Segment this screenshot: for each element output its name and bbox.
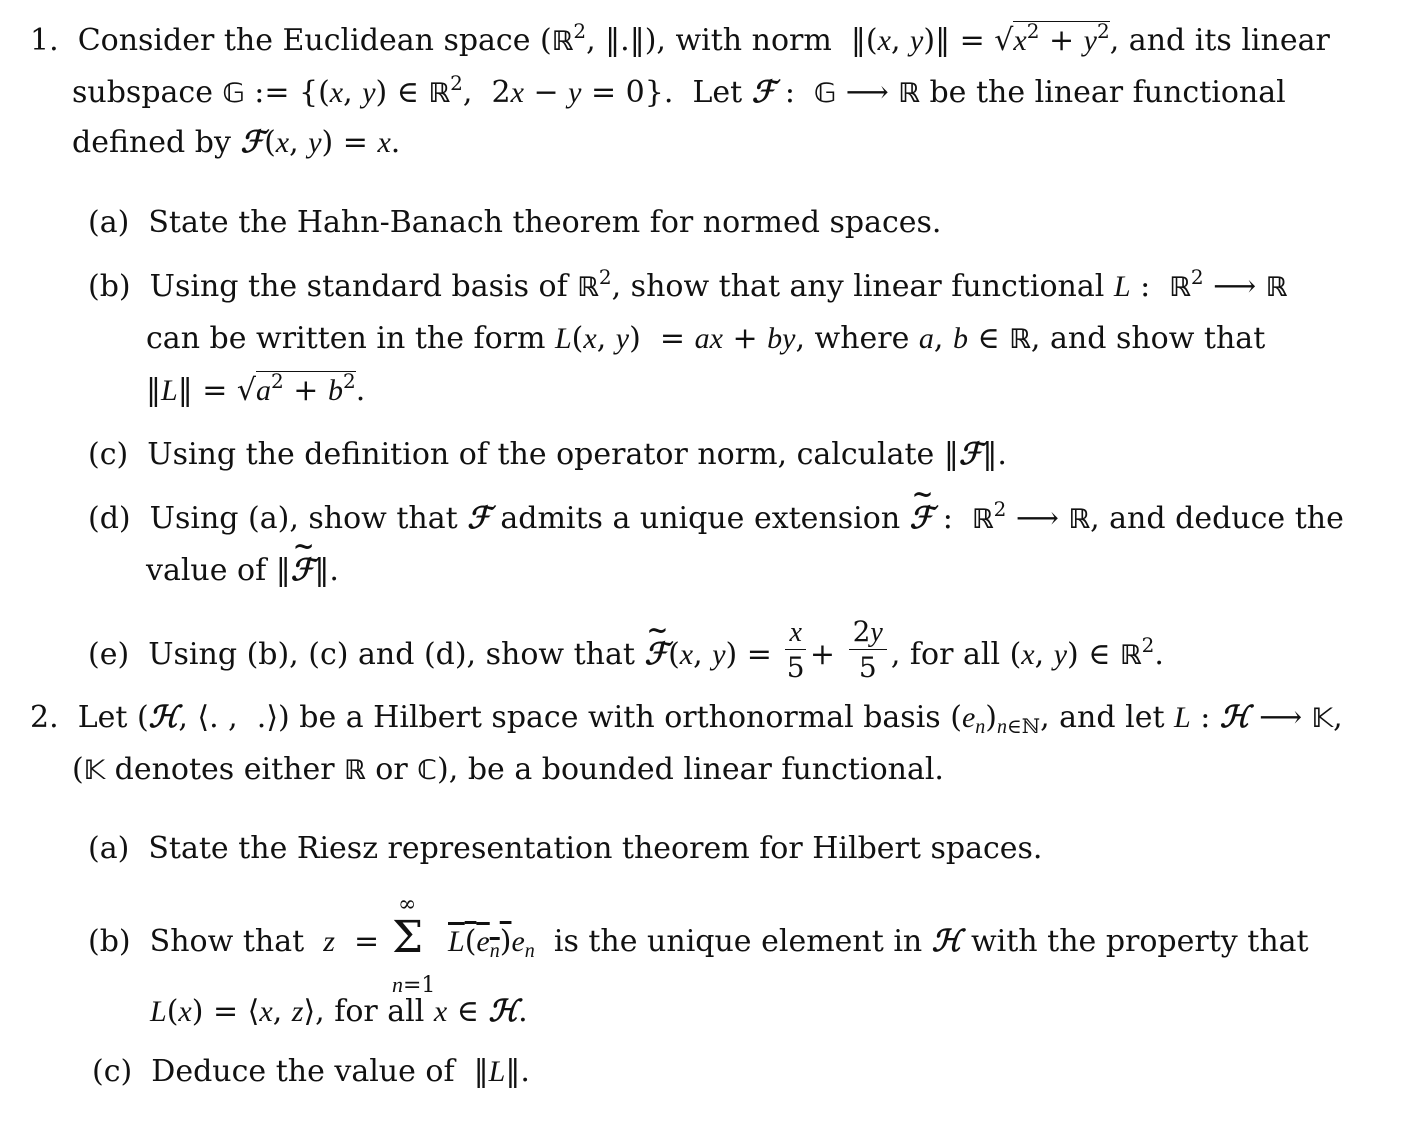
- sum-upper-limit: ∞: [398, 892, 417, 917]
- p1-part-e: (e) Using (b), (c) and (d), show that ~ ℱ(x, y) = $\frac{x}{5}$ + $\frac{2y}{5}$ , for all (x, y) ∈ ℝ$^2$.: [88, 604, 1164, 668]
- p2-part-b-line-1-cont: $L(e_n)e_n$ is the unique element in ℋ with the property that: [448, 924, 1309, 962]
- summation-symbol: Σ: [392, 912, 424, 963]
- p1-part-b-line-3: ‖L‖ = $√a^2 + b^2$.: [146, 369, 366, 408]
- p1-part-a: (a) State the Hahn-Banach theorem for normed spaces.: [88, 205, 942, 240]
- p1-intro-line-3: defined by ℱ(x, y) = x.: [72, 125, 401, 160]
- p2-part-c: (c) Deduce the value of ‖L‖.: [92, 1054, 530, 1089]
- p1-part-c: (c) Using the definition of the operator norm, calculate ‖ℱ‖.: [88, 437, 1007, 472]
- p2-part-b-line-1: (b) Show that z =: [88, 924, 380, 959]
- p1-part-d-line-1: (d) Using (a), show that ℱ admits a unique extension ~ ℱ : ℝ$^2$ ⟶ ℝ, and deduce the: [88, 504, 1344, 534]
- p1-part-b-line-1: (b) Using the standard basis of ℝ$^2$, show that any linear functional L : ℝ$^2$ ⟶ ℝ: [88, 265, 1288, 304]
- p1-intro-line-1: 1. Consider the Euclidean space (ℝ$^2$, ‖.‖), with norm ‖(x, y)‖ = $√x^2 + y^2$, and its linear: [30, 19, 1330, 58]
- p1-part-b-line-2: can be written in the form L(x, y) = ax + by, where a, b ∈ ℝ, and show that: [146, 321, 1266, 356]
- p2-intro-line-2: (𝕂 denotes either ℝ or ℂ), be a bounded linear functional.: [72, 752, 944, 787]
- p2-part-a: (a) State the Riesz representation theorem for Hilbert spaces.: [88, 831, 1043, 866]
- p2-part-b-line-2: L(x) = ⟨x, z⟩, for all x ∈ ℋ.: [150, 994, 528, 1029]
- p2-intro-line-1: 2. Let (ℋ, ⟨. , .⟩) be a Hilbert space with orthonormal basis $(e_n)_{n\in ℕ}$, and let L : ℋ ⟶ 𝕂,: [30, 700, 1343, 738]
- sum-lower-limit: n=1: [392, 972, 436, 998]
- p1-intro-line-2: subspace 𝔾 := {(x, y) ∈ ℝ$^2$, 2x − y = 0}. Let ℱ : 𝔾 ⟶ ℝ be the linear functional: [72, 71, 1286, 110]
- p1-part-d-line-2: value of ‖~ ℱ‖.: [146, 556, 339, 586]
